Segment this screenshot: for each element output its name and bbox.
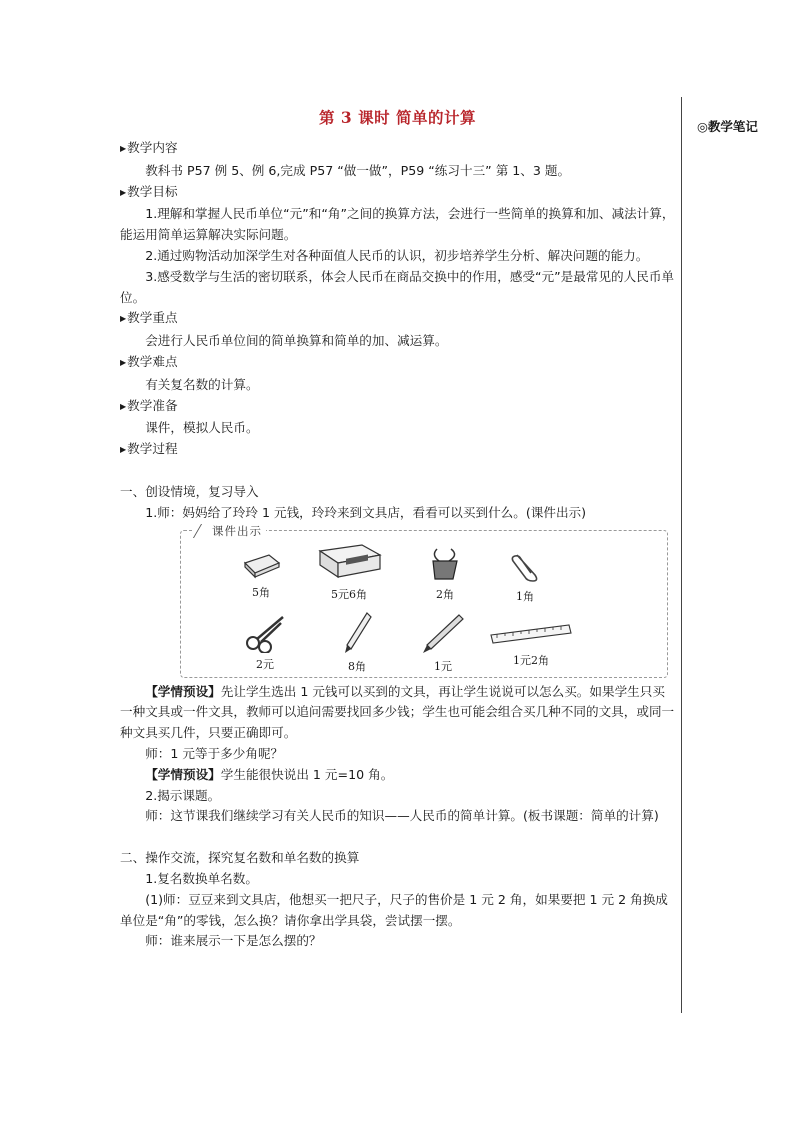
scissors-icon: [243, 613, 287, 653]
item-price: 1元2角: [513, 653, 549, 667]
part1-p2: 2.揭示课题。: [145, 787, 221, 803]
goal-1: 1.理解和掌握人民币单位“元”和“角”之间的换算方法，会进行一些简单的换算和加、减法计算，能运用简单运算解决实际问题。: [120, 206, 675, 243]
triangle-bullet-icon: ▶: [120, 144, 127, 153]
triangle-bullet-icon: ▶: [120, 314, 127, 324]
item-price: 1元: [434, 659, 452, 673]
pencil-box-item: [309, 541, 389, 606]
part2-p2: (1)师：豆豆来到文具店，他想买一把尺子，尺子的售价是 1 元 2 角，如果要把 1 元 2 角换成单位是“角”的零钱，怎么换？请你拿出学具袋，尝试摆一摆。: [120, 891, 668, 928]
heading-process: ▶教学过程: [120, 441, 178, 457]
item-price: 2元: [256, 657, 274, 671]
item-price: 1角: [516, 589, 534, 603]
binder-clip-icon: [425, 545, 465, 583]
part1-p3: 师：这节课我们继续学习有关人民币的知识——人民币的简单计算。(板书课题：简单的计算): [145, 808, 659, 824]
pencil-item: [317, 609, 397, 678]
pen-icon: [419, 611, 467, 655]
part2-p1: 1.复名数换单名数。: [145, 870, 258, 886]
goal-2: 2.通过购物活动加深学生对各种面值人民币的认识，初步培养学生分析、解决问题的能力。: [145, 247, 649, 263]
triangle-bullet-icon: ▶: [120, 187, 127, 197]
pencil-box-icon: [314, 541, 384, 583]
ruler-item: [481, 619, 581, 672]
pencil-icon: [337, 609, 377, 655]
triangle-bullet-icon: ▶: [120, 445, 127, 455]
eraser-item: [221, 549, 301, 604]
goal-3: 3.感受数学与生活的密切联系，体会人民币在商品交换中的作用，感受“元”是最常见的人民币单位。: [120, 268, 675, 305]
heading-preparation: ▶教学准备: [120, 397, 178, 413]
ruler-icon: [487, 619, 575, 649]
part1-p1: 1.师：妈妈给了玲玲 1 元钱，玲玲来到文具店，看看可以买到什么。(课件出示): [145, 504, 587, 520]
heading-key-points: ▶教学重点: [120, 310, 178, 326]
eraser-icon: [239, 549, 283, 581]
part2-heading: 二、操作交流，探究复名数和单名数的换算: [120, 850, 360, 866]
page-title: 第 3 课时 简单的计算: [319, 108, 476, 127]
figure-caption: 课件出示: [193, 521, 266, 542]
heading-content: ▶教学内容: [120, 140, 178, 155]
triangle-bullet-icon: ▶: [120, 401, 127, 411]
triangle-bullet-icon: ▶: [120, 357, 127, 367]
binder-clip-item: [405, 545, 485, 606]
paper-clip-icon: [507, 549, 543, 585]
content-text: 教科书 P57 例 5、例 6,完成 P57 “做一做”，P59 “练习十三” 第 1、3 题。: [145, 162, 571, 178]
preset-2: 【学情预设】学生能很快说出 1 元=10 角。: [145, 766, 394, 782]
paper-clip-item: [485, 549, 565, 608]
item-price: 5元6角: [331, 587, 367, 601]
heading-difficulties: ▶教学难点: [120, 353, 178, 369]
part1-heading: 一、创设情境，复习导入: [120, 483, 259, 499]
courseware-figure: [180, 523, 668, 678]
notes-divider: [681, 97, 682, 1013]
preparation-text: 课件，模拟人民币。: [145, 420, 259, 436]
item-price: 2角: [436, 587, 454, 601]
preset-1: 【学情预设】先让学生选出 1 元钱可以买到的文具，再让学生说说可以怎么买。如果学生只买一种文具或一件文具，教师可以追问需要找回多少钱；学生也可能会组合买几种不同的文具，或同一种文具买几件，只要正确即可。: [120, 683, 675, 741]
part2-p3: 师：谁来展示一下是怎么摆的？: [145, 933, 322, 949]
key-points-text: 会进行人民币单位间的简单换算和简单的加、减运算。: [145, 333, 448, 349]
item-price: 8角: [348, 659, 366, 673]
heading-goals: ▶教学目标: [120, 183, 178, 199]
teaching-notes-label: ◎教学笔记: [697, 119, 758, 134]
lesson-body: [120, 138, 675, 952]
pen-item: [403, 611, 483, 678]
scissors-item: [225, 613, 305, 676]
difficulties-text: 有关复名数的计算。: [145, 376, 259, 392]
item-price: 5角: [252, 585, 270, 599]
question-1: 师：1 元等于多少角呢？: [145, 745, 284, 761]
